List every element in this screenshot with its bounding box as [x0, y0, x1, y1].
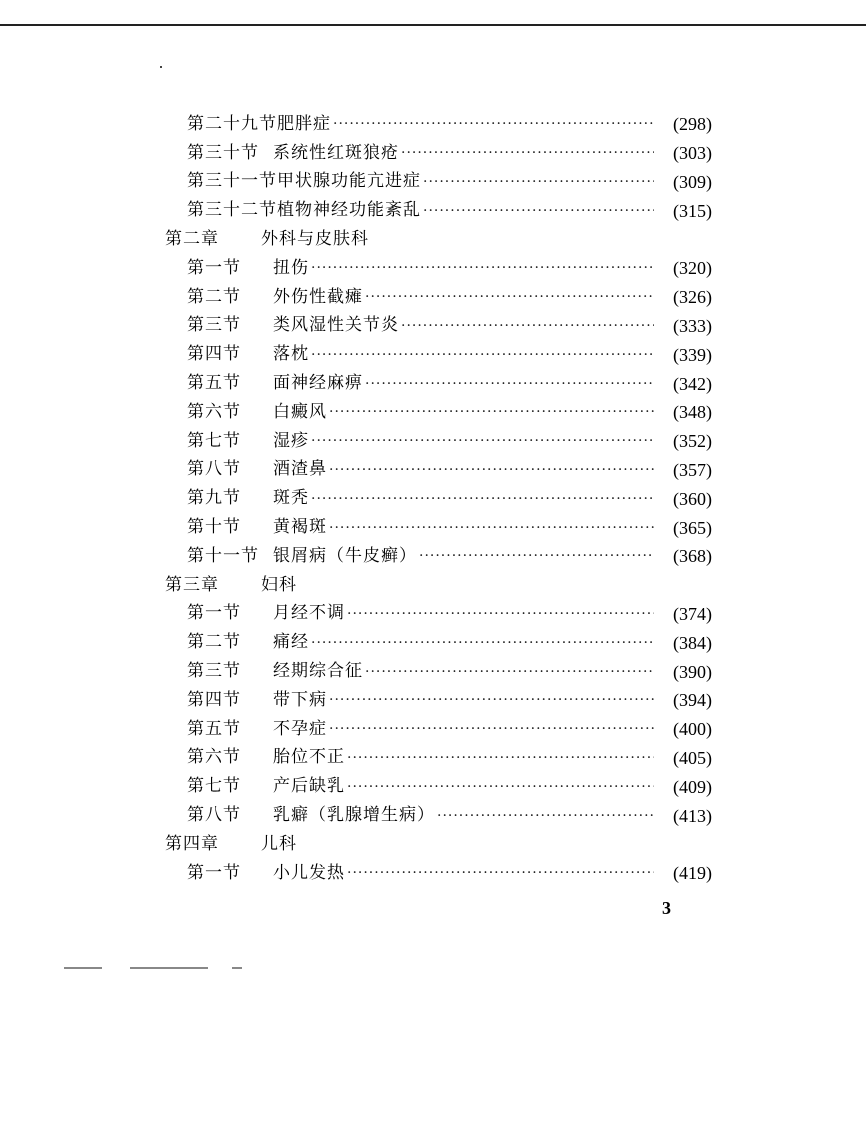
- dot-leader: [311, 492, 654, 506]
- section-title: 经期综合征: [273, 661, 363, 682]
- page-reference: (309): [673, 171, 712, 192]
- section-number: 第八节: [187, 805, 241, 826]
- dot-leader: [347, 607, 654, 621]
- section-number: 第五节: [187, 373, 241, 394]
- toc-section-row[interactable]: [165, 456, 712, 485]
- toc-chapter-row[interactable]: [165, 225, 712, 254]
- dot-leader: [329, 521, 654, 535]
- section-number: 第七节: [187, 430, 241, 451]
- dot-leader: [333, 117, 654, 131]
- section-number: 第七节: [187, 776, 241, 797]
- section-number: 第九节: [187, 488, 241, 509]
- top-rule: [0, 24, 866, 26]
- toc-section-row[interactable]: [165, 484, 712, 513]
- toc-section-row[interactable]: [165, 542, 712, 571]
- dot-leader: [311, 434, 654, 448]
- toc-section-row[interactable]: [165, 139, 712, 168]
- toc-section-row[interactable]: [165, 254, 712, 283]
- section-number: 第四节: [187, 689, 241, 710]
- page-reference: (303): [673, 143, 712, 164]
- section-number: 第二节: [187, 632, 241, 653]
- section-number: 第六节: [187, 401, 241, 422]
- page-reference: (409): [673, 776, 712, 797]
- section-title: 扭伤: [273, 257, 309, 278]
- toc-section-row[interactable]: [165, 859, 712, 888]
- section-title: 酒渣鼻: [273, 459, 327, 480]
- dot-leader: [311, 261, 654, 275]
- page-reference: (357): [673, 459, 712, 480]
- dot-leader: [329, 405, 654, 419]
- toc-section-row[interactable]: [165, 600, 712, 629]
- page-reference: (419): [673, 863, 712, 884]
- toc-section-row[interactable]: [165, 312, 712, 341]
- section-title: 面神经麻痹: [273, 373, 363, 394]
- page-reference: (400): [673, 719, 712, 740]
- section-title: 外伤性截瘫: [273, 286, 363, 307]
- section-title: 白癜风: [273, 401, 327, 422]
- section-title: 小儿发热: [273, 862, 345, 883]
- dot-leader: [347, 751, 654, 765]
- chapter-title: 儿科: [261, 833, 297, 854]
- chapter-title: 外科与皮肤科: [261, 229, 369, 250]
- toc-section-row[interactable]: [165, 657, 712, 686]
- toc-section-row[interactable]: [165, 628, 712, 657]
- section-number: 第二节: [187, 286, 241, 307]
- section-title: 不孕症: [273, 718, 327, 739]
- toc-section-row[interactable]: [165, 369, 712, 398]
- page-reference: (348): [673, 402, 712, 423]
- page-reference: (320): [673, 258, 712, 279]
- section-title: 斑秃: [273, 488, 309, 509]
- section-title: 带下病: [273, 689, 327, 710]
- toc-section-row[interactable]: [165, 340, 712, 369]
- page-reference: (315): [673, 200, 712, 221]
- dot-leader: [423, 175, 654, 189]
- section-number: 第八节: [187, 459, 241, 480]
- scan-noise: [130, 967, 208, 969]
- chapter-number: 第二章: [165, 229, 219, 250]
- page-reference: (374): [673, 603, 712, 624]
- page-reference: (333): [673, 315, 712, 336]
- section-number: 第十一节: [187, 545, 259, 566]
- toc-section-row[interactable]: [165, 715, 712, 744]
- section-title: 胎位不正: [273, 747, 345, 768]
- section-title: 类风湿性关节炎: [273, 315, 399, 336]
- section-number: 第十节: [187, 517, 241, 538]
- section-title: 植物神经功能紊乱: [277, 200, 421, 221]
- section-number: 第一节: [187, 257, 241, 278]
- dot-leader: [401, 146, 654, 160]
- dot-leader: [329, 722, 654, 736]
- dot-leader: [365, 377, 654, 391]
- toc-section-row[interactable]: [165, 398, 712, 427]
- toc-section-row[interactable]: [165, 168, 712, 197]
- section-title: 痛经: [273, 632, 309, 653]
- toc-section-row[interactable]: [165, 196, 712, 225]
- page-reference: (365): [673, 517, 712, 538]
- toc-section-row[interactable]: [165, 686, 712, 715]
- toc-section-row[interactable]: [165, 110, 712, 139]
- section-title: 银屑病（牛皮癣）: [273, 545, 417, 566]
- section-title: 肥胖症: [277, 113, 331, 134]
- section-title: 甲状腺功能亢进症: [277, 171, 421, 192]
- section-title: 月经不调: [273, 603, 345, 624]
- section-number: 第一节: [187, 862, 241, 883]
- section-number: 第一节: [187, 603, 241, 624]
- page-reference: (405): [673, 747, 712, 768]
- page-reference: (298): [673, 114, 712, 135]
- dot-leader: [329, 463, 654, 477]
- section-number: 第六节: [187, 747, 241, 768]
- page-reference: (360): [673, 488, 712, 509]
- dot-leader: [347, 866, 654, 880]
- page-reference: (394): [673, 690, 712, 711]
- toc-chapter-row[interactable]: [165, 830, 712, 859]
- chapter-title: 妇科: [261, 574, 297, 595]
- toc-section-row[interactable]: [165, 772, 712, 801]
- scan-noise: [232, 967, 242, 969]
- dot-leader: [347, 780, 654, 794]
- section-number: 第四节: [187, 344, 241, 365]
- page-reference: (342): [673, 373, 712, 394]
- toc-chapter-row[interactable]: [165, 571, 712, 600]
- scan-noise: [64, 967, 102, 969]
- section-title: 乳癖（乳腺增生病）: [273, 805, 435, 826]
- dot-leader: [329, 693, 654, 707]
- dot-leader: [311, 636, 654, 650]
- toc-section-row[interactable]: [165, 513, 712, 542]
- section-number: 第五节: [187, 718, 241, 739]
- section-title: 系统性红斑狼疮: [273, 142, 399, 163]
- toc-section-row[interactable]: [165, 283, 712, 312]
- dot-leader: [423, 204, 654, 218]
- section-title: 落枕: [273, 344, 309, 365]
- chapter-number: 第四章: [165, 833, 219, 854]
- scan-speck: [160, 66, 162, 68]
- toc-section-row[interactable]: [165, 744, 712, 773]
- section-number: 第三十节: [187, 142, 259, 163]
- toc-section-row[interactable]: [165, 801, 712, 830]
- page-reference: (368): [673, 546, 712, 567]
- dot-leader: [419, 549, 654, 563]
- dot-leader: [311, 348, 654, 362]
- dot-leader: [365, 665, 654, 679]
- page-reference: (352): [673, 431, 712, 452]
- page-reference: (390): [673, 661, 712, 682]
- dot-leader: [437, 809, 654, 823]
- section-number: 第三节: [187, 315, 241, 336]
- table-of-contents: [165, 110, 712, 888]
- section-number: 第三十二节: [187, 200, 277, 221]
- page-reference: (413): [673, 805, 712, 826]
- section-title: 产后缺乳: [273, 776, 345, 797]
- section-title: 湿疹: [273, 430, 309, 451]
- toc-section-row[interactable]: [165, 427, 712, 456]
- dot-leader: [365, 290, 654, 304]
- section-number: 第三十一节: [187, 171, 277, 192]
- page-reference: (326): [673, 287, 712, 308]
- page-number: 3: [662, 898, 671, 918]
- section-number: 第三节: [187, 661, 241, 682]
- dot-leader: [401, 319, 654, 333]
- page-reference: (339): [673, 344, 712, 365]
- section-title: 黄褐斑: [273, 517, 327, 538]
- chapter-number: 第三章: [165, 574, 219, 595]
- page-reference: (384): [673, 632, 712, 653]
- section-number: 第二十九节: [187, 113, 277, 134]
